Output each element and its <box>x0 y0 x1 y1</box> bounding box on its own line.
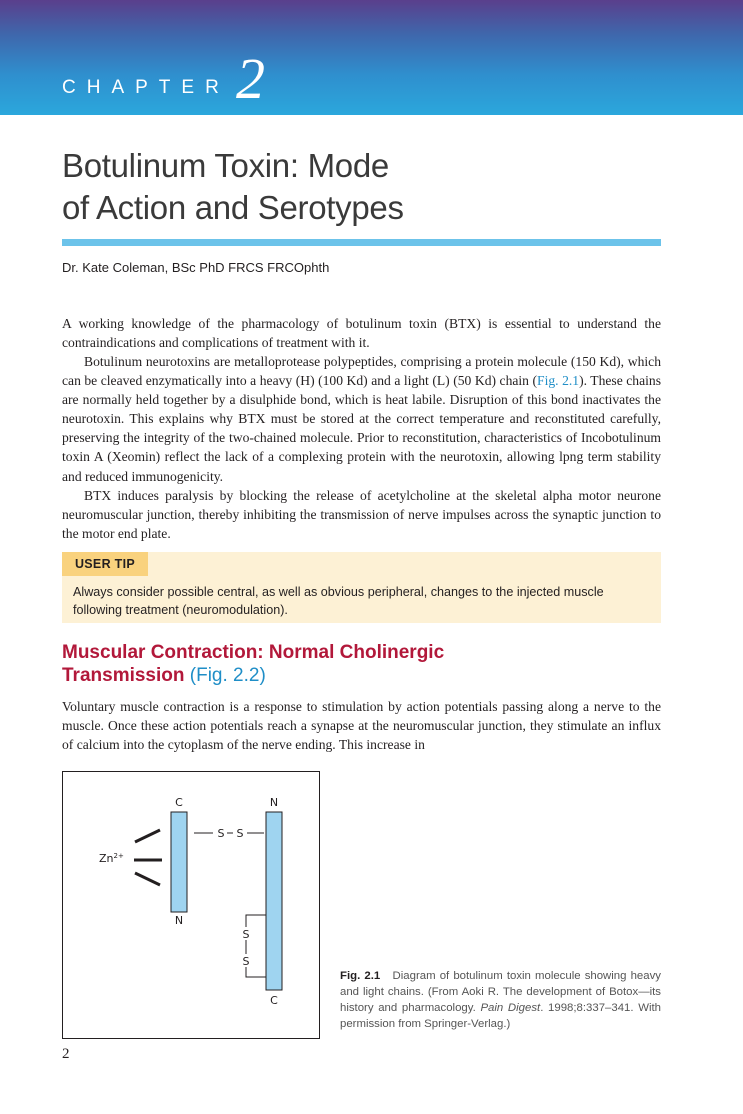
heavy-chain-n-label: N <box>269 796 279 809</box>
disulphide-s-2: S <box>236 827 244 840</box>
zinc-charge: 2+ <box>113 852 124 860</box>
botulinum-toxin-diagram <box>63 772 319 1038</box>
figure-2-1 <box>62 771 320 1039</box>
zn-bond-1 <box>135 830 160 842</box>
section-heading-line-2: Transmission <box>62 665 185 686</box>
zinc-symbol: Zn <box>99 852 114 865</box>
page-number: 2 <box>62 1046 70 1062</box>
chapter-number: 2 <box>236 46 265 111</box>
light-chain-c-label: C <box>175 796 183 809</box>
section-heading-line-1: Muscular Contraction: Normal Cholinergic <box>62 642 445 663</box>
zn-bond-3 <box>135 873 160 885</box>
disulphide-s-1: S <box>217 827 225 840</box>
paragraph-3: BTX induces paralysis by blocking the release of acetylcholine at the skeletal alpha motor neurone neuromuscular junction, thereby inhibiting the transmission of nerve impulses across the synaptic junction to the motor end plate. <box>62 488 661 542</box>
light-chain-n-label: N <box>174 914 184 927</box>
chapter-banner <box>0 0 743 115</box>
fig-2-1-link[interactable]: Fig. 2.1 <box>537 373 580 389</box>
paragraph-2 <box>62 352 661 486</box>
chapter-title-line-2: of Action and Serotypes <box>62 189 404 226</box>
caption-journal: Pain Digest <box>480 1002 541 1014</box>
caption-label: Fig. 2.1 <box>340 970 381 982</box>
user-tip-text: Always consider possible central, as well as obvious peripheral, changes to the injected muscle following treatment (neuromodulation). <box>73 585 604 617</box>
caption-text-a: Diagram of botulinum toxin molecule showing heavy and light chains. (From Aoki R. The development of Botox—its history and pharmacology. <box>340 970 661 1014</box>
section-heading <box>62 641 662 687</box>
section-heading-close: ) <box>259 665 266 686</box>
paragraph-4: Voluntary muscle contraction is a response to stimulation by action potentials passing along a nerve to the muscle. Once these action potentials reach a synapse at the neuromuscular junction, they stimulate an influx of calcium into the cytoplasm of the nerve ending. This increase in <box>62 699 661 753</box>
heavy-chain-bar <box>266 812 282 990</box>
loop-s-2: S <box>242 955 250 968</box>
section-heading-open: ( <box>184 665 197 686</box>
loop-s-1: S <box>242 928 250 941</box>
figure-2-1-caption <box>340 968 661 1032</box>
chapter-title-line-1: Botulinum Toxin: Mode <box>62 147 389 184</box>
chapter-title <box>62 145 682 229</box>
zinc-label <box>99 852 124 865</box>
author-line: Dr. Kate Coleman, BSc PhD FRCS FRCOphth <box>62 260 330 275</box>
user-tip-label: USER TIP <box>62 552 148 576</box>
paragraph-1: A working knowledge of the pharmacology of botulinum toxin (BTX) is essential to understand the contraindications and complications of treatment with it. <box>62 316 661 351</box>
title-rule <box>62 239 661 246</box>
paragraph-2-text-b: ). These chains are normally held together by a disulphide bond, which is heat labile. Disruption of this bond inactivates the neurotoxin. This explains why BTX must be stored at the correct temperature and reconstituted carefully, preserving the integrity of the two-chained molecule. Prior to reconstitution, characteristics of Incobotulinum toxin A (Xeomin) reflect the lack of a complexing protein with the neurotoxin, allowing lpng term stability and reduced immunogenicity. <box>62 373 661 484</box>
light-chain-bar <box>171 812 187 912</box>
chapter-label: CHAPTER <box>62 77 230 98</box>
heavy-chain-c-label: C <box>270 994 278 1007</box>
paragraph-2-text-a: Botulinum neurotoxins are metalloprotease polypeptides, comprising a protein molecule (150 Kd), which can be cleaved enzymatically into a heavy (H) (100 Kd) and a light (L) (50 Kd) chain ( <box>62 354 661 389</box>
fig-2-2-link[interactable]: Fig. 2.2 <box>196 665 260 686</box>
caption-text-b: . 1998;8:337–341. With permission from Springer-Verlag.) <box>340 1002 662 1030</box>
